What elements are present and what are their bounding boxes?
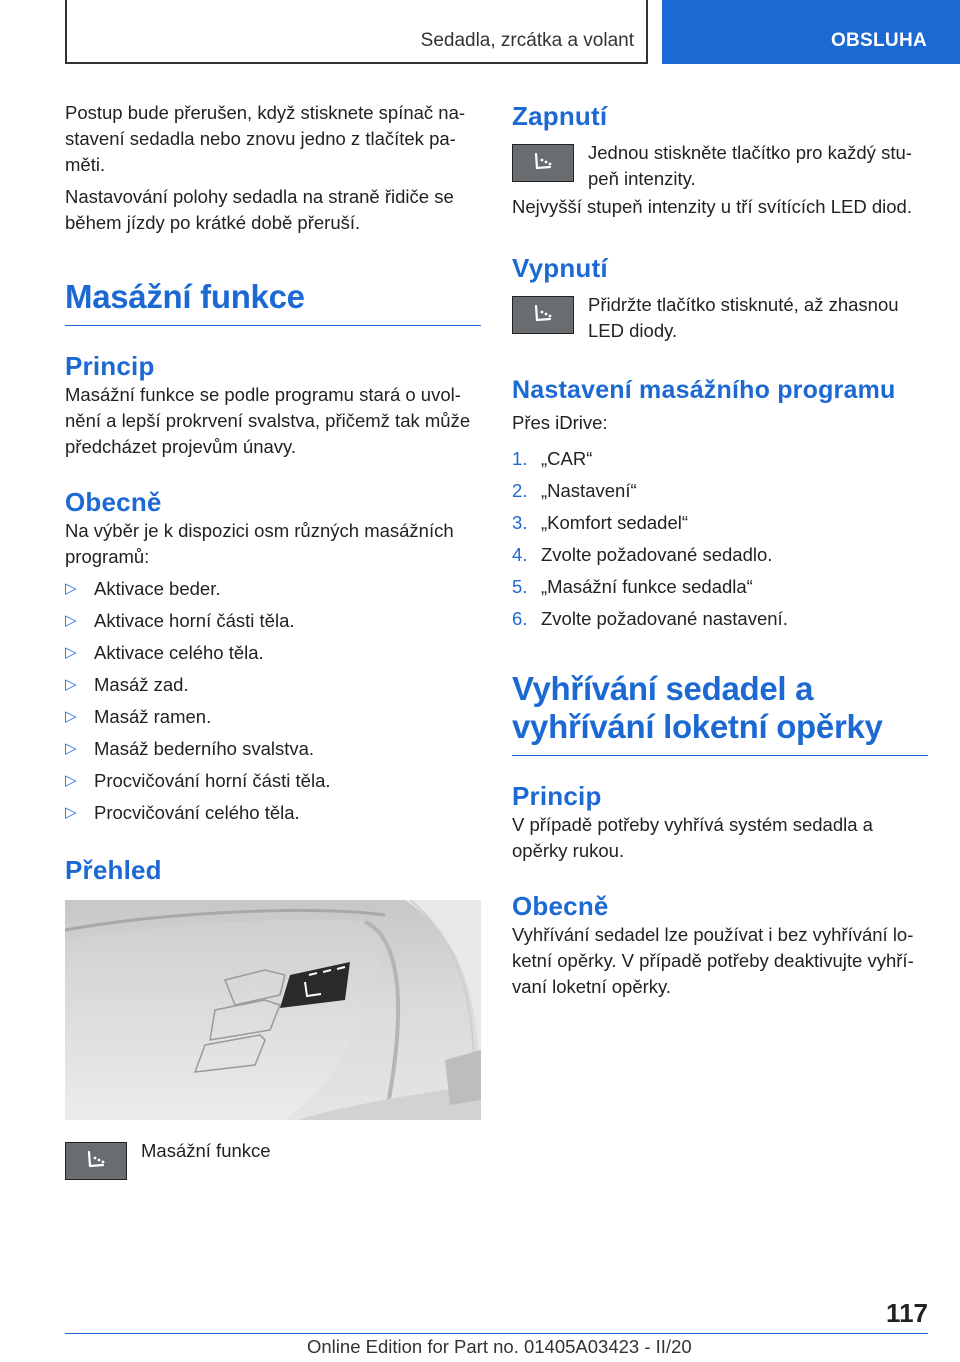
massage-section-title: Masážní funkce	[65, 278, 305, 315]
heating-obecne-paragraph: Vyhřívání sedadel lze používat i bez vyhřívání lo-ketní opěrky. V případě potřeby deaktivujte vyhří-vaní loketní opěrky.	[512, 924, 914, 997]
list-item: 5. „Masážní funkce sedadla“	[512, 576, 753, 597]
list-item: ▷ Procvičování celého těla.	[65, 800, 481, 826]
header-chapter-title: OBSLUHA	[830, 30, 927, 51]
program-heading: Nastavení masážního programu	[512, 376, 896, 404]
list-item: ▷ Aktivace beder.	[65, 576, 481, 602]
list-item: ▷ Masáž zad.	[65, 672, 481, 698]
intro-paragraph-1: Postup bude přerušen, když stisknete spínač na-stavení sedadla nebo znovu jedno z tlačítek pa-měti.	[65, 102, 466, 175]
triangle-marker-icon: ▷	[65, 644, 77, 661]
triangle-marker-icon: ▷	[65, 804, 77, 821]
list-item: ▷ Procvičování horní části těla.	[65, 768, 481, 794]
zapnuti-text: Jednou stiskněte tlačítko pro každý stu-peň intenzity.	[588, 142, 912, 189]
triangle-marker-icon: ▷	[65, 740, 77, 757]
list-item: ▷ Masáž ramen.	[65, 704, 481, 730]
massage-caption: Masážní funkce	[141, 1140, 271, 1161]
header-chapter-tab	[662, 0, 960, 64]
vypnuti-row	[512, 292, 928, 344]
header-section-box	[65, 0, 648, 64]
list-item: ▷ Aktivace horní části těla.	[65, 608, 481, 634]
page-number: 117	[886, 1298, 928, 1328]
triangle-marker-icon: ▷	[65, 772, 77, 789]
idrive-intro: Přes iDrive:	[512, 412, 608, 433]
list-item: 3. „Komfort sedadel“	[512, 512, 689, 533]
obecne-heading: Obecně	[65, 487, 162, 517]
massage-seat-icon	[65, 1142, 127, 1180]
heating-section-title: Vyhřívání sedadel a vyhřívání loketní opěrky	[512, 670, 883, 745]
obecne-paragraph: Na výběr je k dispozici osm různých masážních programů:	[65, 520, 454, 567]
zapnuti-note: Nejvyšší stupeň intenzity u tří svítících LED diod.	[512, 196, 912, 217]
list-item: 6. Zvolte požadované nastavení.	[512, 608, 788, 629]
massage-caption-row	[65, 1138, 481, 1190]
heating-obecne-heading: Obecně	[512, 891, 609, 921]
princip-heading: Princip	[65, 351, 155, 381]
list-item: ▷ Masáž bederního svalstva.	[65, 736, 481, 762]
zapnuti-heading: Zapnutí	[512, 101, 608, 131]
door-panel-illustration	[65, 900, 481, 1120]
triangle-marker-icon: ▷	[65, 580, 77, 597]
massage-seat-icon	[512, 144, 574, 182]
heating-princip-heading: Princip	[512, 781, 602, 811]
door-panel-photo	[65, 900, 481, 1120]
triangle-marker-icon: ▷	[65, 612, 77, 629]
steps-list	[512, 446, 928, 632]
edition-note: Online Edition for Part no. 01405A03423 - II/20	[307, 1336, 692, 1357]
vypnuti-text: Přidržte tlačítko stisknuté, až zhasnou LED diody.	[588, 294, 899, 341]
left-column	[65, 100, 481, 1190]
list-item: 1. „CAR“	[512, 448, 593, 469]
vypnuti-heading: Vypnutí	[512, 253, 608, 283]
list-item: 4. Zvolte požadované sedadlo.	[512, 544, 773, 565]
footer-rule	[65, 1333, 928, 1334]
prehled-heading: Přehled	[65, 855, 162, 885]
program-list	[65, 576, 481, 826]
list-item: 2. „Nastavení“	[512, 480, 637, 501]
header-section-title: Sedadla, zrcátka a volant	[420, 30, 634, 51]
triangle-marker-icon: ▷	[65, 708, 77, 725]
triangle-marker-icon: ▷	[65, 676, 77, 693]
heating-princip-paragraph: V případě potřeby vyhřívá systém sedadla a opěrky rukou.	[512, 814, 873, 861]
intro-paragraph-2: Nastavování polohy sedadla na straně řidiče se během jízdy po krátké době přeruší.	[65, 186, 454, 233]
zapnuti-row	[512, 140, 928, 192]
massage-seat-icon	[512, 296, 574, 334]
right-column	[512, 100, 928, 1008]
princip-paragraph: Masážní funkce se podle programu stará o uvol-nění a lepší prokrvení svalstva, přičemž tak může předcházet projevům únavy.	[65, 384, 471, 457]
list-item: ▷ Aktivace celého těla.	[65, 640, 481, 666]
